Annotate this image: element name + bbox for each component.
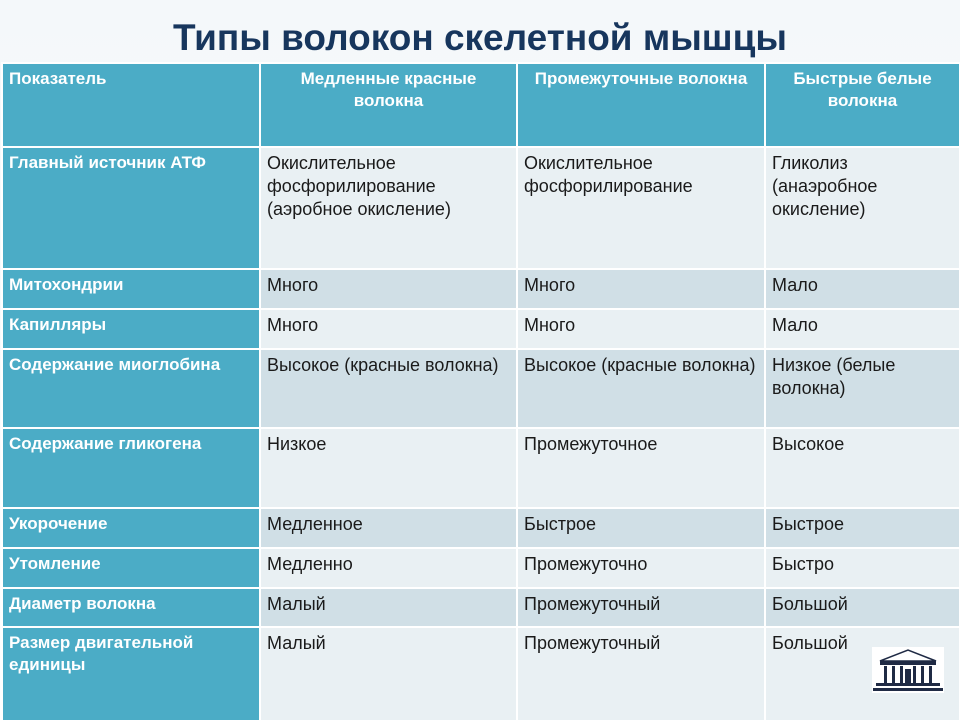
fiber-types-table	[1, 62, 960, 720]
cell-fast: Мало	[765, 309, 960, 349]
table-row	[2, 428, 960, 508]
cell-intermediate: Высокое (красные волокна)	[517, 349, 765, 428]
cell-fast: Низкое (белые волокна)	[765, 349, 960, 428]
header-parameter: Показатель	[2, 63, 260, 147]
table-row	[2, 349, 960, 428]
table-row	[2, 627, 960, 720]
table-row	[2, 309, 960, 349]
row-label: Размер двигательной единицы	[2, 627, 260, 720]
cell-intermediate: Промежуточный	[517, 588, 765, 627]
cell-intermediate: Много	[517, 309, 765, 349]
table-row	[2, 548, 960, 588]
cell-fast: Большой	[765, 588, 960, 627]
cell-fast: Гликолиз (анаэробное окисление)	[765, 147, 960, 269]
cell-intermediate: Окислительное фосфорилирование	[517, 147, 765, 269]
table-header-row	[2, 63, 960, 147]
cell-fast: Быстро	[765, 548, 960, 588]
row-label: Содержание гликогена	[2, 428, 260, 508]
cell-slow: Окислительное фосфорилирование (аэробное окисление)	[260, 147, 517, 269]
row-label: Диаметр волокна	[2, 588, 260, 627]
header-intermediate: Промежуточные волокна	[517, 63, 765, 147]
cell-slow: Много	[260, 309, 517, 349]
row-label: Укорочение	[2, 508, 260, 548]
cell-slow: Высокое (красные волокна)	[260, 349, 517, 428]
cell-fast: Мало	[765, 269, 960, 309]
cell-slow: Много	[260, 269, 517, 309]
row-label: Содержание миоглобина	[2, 349, 260, 428]
table-row	[2, 269, 960, 309]
row-label: Главный источник АТФ	[2, 147, 260, 269]
cell-intermediate: Много	[517, 269, 765, 309]
cell-intermediate: Промежуточный	[517, 627, 765, 720]
cell-slow: Низкое	[260, 428, 517, 508]
header-fast-white: Быстрые белые волокна	[765, 63, 960, 147]
page-title: Типы волокон скелетной мышцы	[172, 17, 787, 58]
cell-fast: Большой	[765, 627, 960, 720]
table-row	[2, 147, 960, 269]
cell-intermediate: Промежуточно	[517, 548, 765, 588]
cell-fast: Высокое	[765, 428, 960, 508]
cell-intermediate: Промежуточное	[517, 428, 765, 508]
cell-fast: Быстрое	[765, 508, 960, 548]
row-label: Утомление	[2, 548, 260, 588]
table-row	[2, 588, 960, 627]
cell-slow: Малый	[260, 627, 517, 720]
cell-slow: Медленно	[260, 548, 517, 588]
row-label: Митохондрии	[2, 269, 260, 309]
table-row	[2, 508, 960, 548]
cell-intermediate: Быстрое	[517, 508, 765, 548]
cell-slow: Медленное	[260, 508, 517, 548]
cell-slow: Малый	[260, 588, 517, 627]
header-slow-red: Медленные красные волокна	[260, 63, 517, 147]
university-building-icon	[872, 647, 944, 693]
row-label: Капилляры	[2, 309, 260, 349]
